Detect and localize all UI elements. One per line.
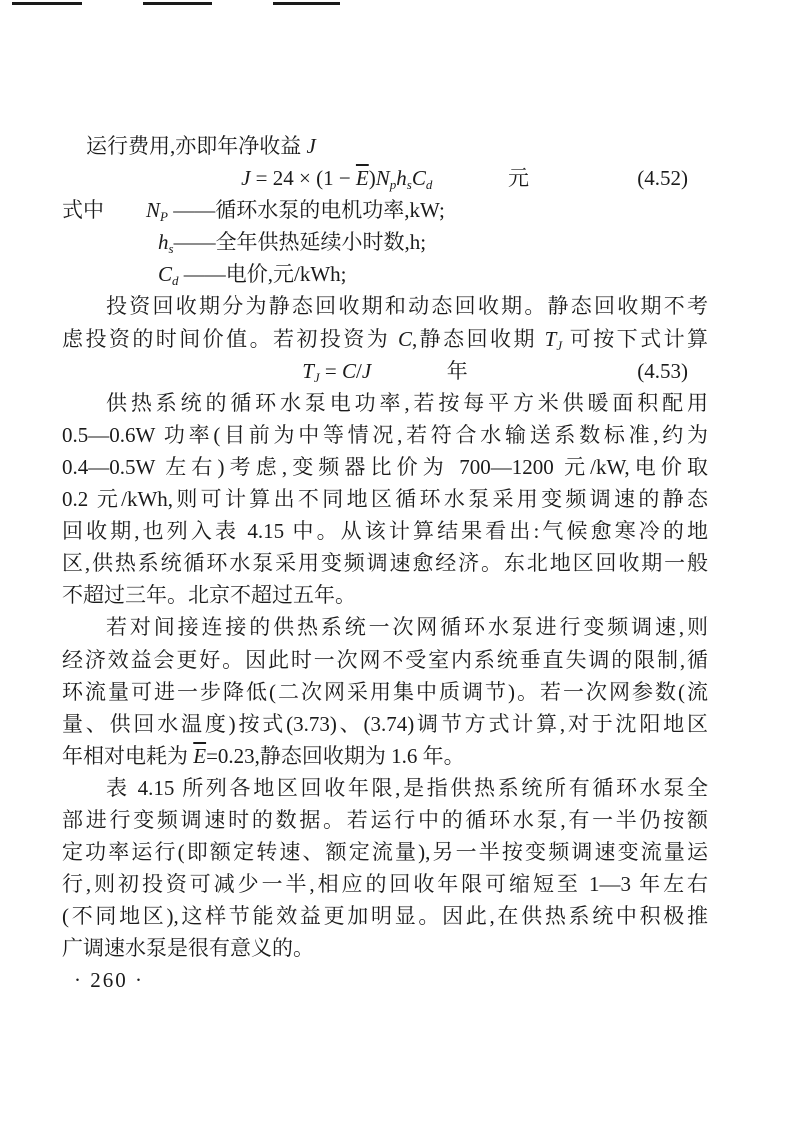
text-line <box>62 194 708 226</box>
text-segment: ——电价,元/kWh; <box>178 262 347 287</box>
formula-line <box>62 162 708 194</box>
text-line <box>62 387 708 419</box>
text-segment: h <box>158 230 169 255</box>
text-segment: ——循环水泵的电机功率,kW; <box>167 198 445 223</box>
formula-body <box>302 359 371 383</box>
text-segment: J <box>556 337 563 353</box>
formula-body <box>241 166 433 193</box>
text-segment: 回收期,也列入表 4.15 中。从该计算结果看出:气候愈寒冷的地 <box>62 519 708 544</box>
text-line <box>62 290 708 322</box>
text-segment: P <box>160 209 168 225</box>
text-segment: N <box>146 198 161 223</box>
equation-number: (4.53) <box>637 358 688 383</box>
text-segment: 式中 <box>62 198 146 223</box>
text-segment: ,静态回收期 <box>411 326 545 351</box>
text-segment: 环流量可进一步降低(二次网采用集中质调节)。若一次网参数(流 <box>62 679 708 704</box>
scan-artifact-line <box>273 2 340 5</box>
text-line <box>62 515 708 547</box>
text-line <box>62 451 708 483</box>
text-line <box>62 868 708 900</box>
text-line <box>62 226 708 258</box>
text-segment: $\overline{E}$ <box>193 743 207 768</box>
text-line <box>62 708 708 740</box>
text-segment: 部进行变频调速时的数据。若运行中的循环水泵,有一半仍按额 <box>62 807 708 832</box>
text-line <box>62 932 708 964</box>
text-segment: J <box>313 369 320 385</box>
text-segment: J <box>306 134 316 158</box>
text-segment: 若对间接连接的供热系统一次网循环水泵进行变频调速,则 <box>106 615 708 640</box>
text-segment: $\overline{E}$ <box>355 166 369 191</box>
text-segment: d <box>425 177 433 193</box>
text-segment: 区,供热系统循环水泵采用变频调速愈经济。东北地区回收期一般 <box>62 551 708 576</box>
text-segment: 不超过三年。北京不超过五年。 <box>62 583 356 608</box>
text-line <box>62 611 708 643</box>
text-segment: 0.2 元/kWh,则可计算出不同地区循环水泵采用变频调速的静态 <box>62 487 708 512</box>
text-block <box>62 130 708 964</box>
text-segment: (不同地区),这样节能效益更加明显。因此,在供热系统中积极推 <box>62 904 708 929</box>
formula-line <box>62 355 708 387</box>
text-segment: = 24 × (1 − <box>250 166 356 191</box>
text-segment: 量、供回水温度)按式(3.73)、(3.74)调节方式计算,对于沈阳地区 <box>62 711 708 736</box>
text-segment: 经济效益会更好。因此时一次网不受室内系统垂直失调的限制,循 <box>62 647 708 672</box>
text-segment: J <box>361 358 372 383</box>
text-line <box>62 579 708 611</box>
text-line <box>62 676 708 708</box>
scan-artifact-line <box>12 2 82 5</box>
text-segment: C <box>158 262 173 287</box>
text-segment: ) <box>368 166 376 191</box>
text-segment: =0.23,静态回收期为 1.6 年。 <box>206 743 465 768</box>
text-segment: T <box>302 358 314 383</box>
text-segment: 定功率运行(即额定转速、额定流量),另一半按变频调速变流量运 <box>62 840 708 865</box>
text-segment: 行,则初投资可减少一半,相应的回收年限可缩短至 1—3 年左右 <box>62 872 708 897</box>
formula-unit: 年 <box>446 358 468 383</box>
text-line <box>62 547 708 579</box>
scan-artifact-line <box>143 2 212 5</box>
text-segment: = <box>319 358 343 383</box>
page-number: · 260 · <box>74 968 144 992</box>
text-line <box>62 323 708 355</box>
equation-number: (4.52) <box>637 166 688 191</box>
text-segment: J <box>241 166 251 191</box>
text-line <box>62 772 708 804</box>
text-segment: 表 4.15 所列各地区回收年限,是指供热系统所有循环水泵全 <box>106 775 708 800</box>
text-segment: h <box>396 166 407 191</box>
text-segment: 运行费用,亦即年净收益 <box>86 134 307 158</box>
text-segment: 0.5—0.6W 功率(目前为中等情况,若符合水输送系数标准,约为 <box>62 422 708 447</box>
text-segment: T <box>544 326 557 351</box>
text-segment: s <box>406 177 412 193</box>
text-line <box>62 258 708 290</box>
text-line <box>62 804 708 836</box>
text-segment: N <box>375 166 390 191</box>
text-line <box>62 419 708 451</box>
text-segment: s <box>168 241 174 257</box>
text-segment: C <box>411 166 426 191</box>
text-segment: 投资回收期分为静态回收期和动态回收期。静态回收期不考 <box>106 294 708 319</box>
text-segment: ——全年供热延续小时数,h; <box>173 230 427 255</box>
text-segment: p <box>389 177 397 193</box>
formula-unit: 元 <box>507 166 529 191</box>
text-line <box>62 740 708 772</box>
text-segment: 虑投资的时间价值。若初投资为 <box>62 326 398 351</box>
text-segment: / <box>356 358 362 383</box>
text-segment: d <box>172 273 179 289</box>
text-segment: 供热系统的循环水泵电功率,若按每平方米供暖面积配用 <box>106 390 708 415</box>
text-segment: C <box>397 326 412 351</box>
text-line <box>62 644 708 676</box>
text-line <box>62 836 708 868</box>
text-segment: 广调速水泵是很有意义的。 <box>62 936 314 961</box>
text-line <box>62 900 708 932</box>
text-segment: 年相对电耗为 <box>62 743 194 768</box>
text-segment: 可按下式计算 <box>562 326 708 351</box>
text-line <box>62 483 708 515</box>
text-segment: 0.4—0.5W 左右)考虑,变频器比价为 700—1200 元/kW,电价取 <box>62 454 708 479</box>
text-segment: C <box>342 358 357 383</box>
text-line <box>62 130 708 162</box>
